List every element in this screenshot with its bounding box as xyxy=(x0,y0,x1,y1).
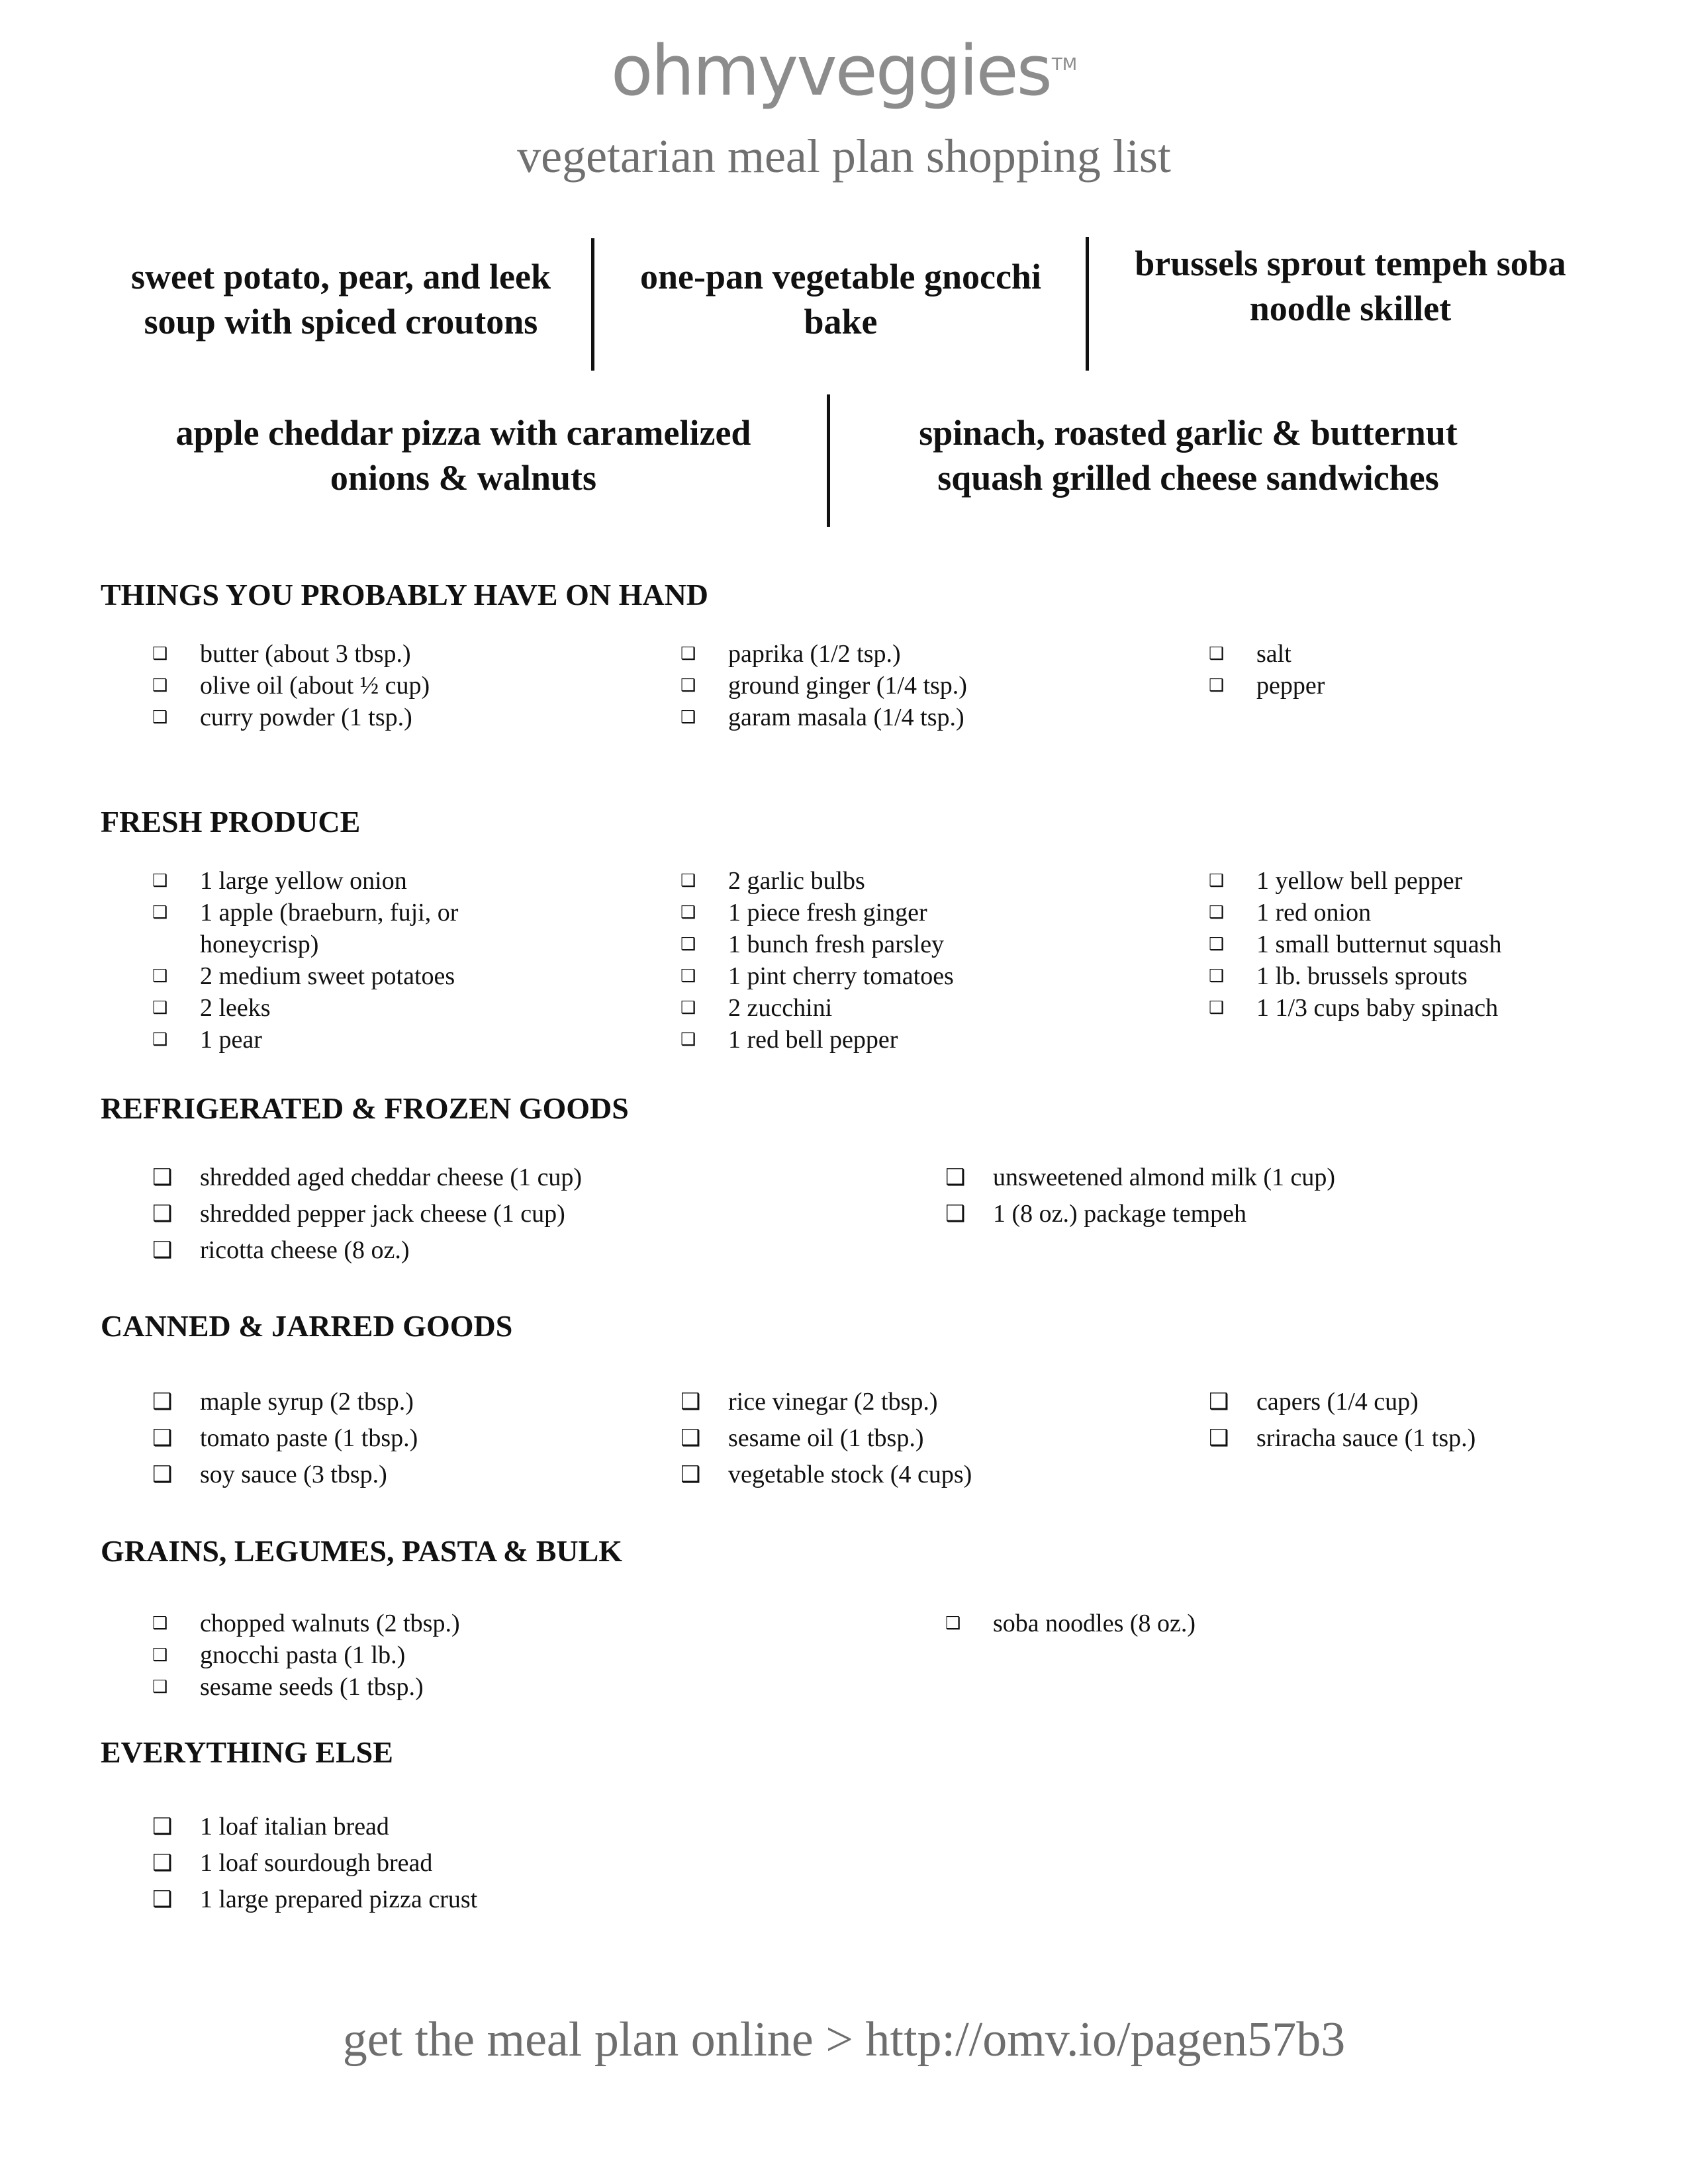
checkbox-icon[interactable]: ❑ xyxy=(680,998,696,1018)
checkbox-icon[interactable]: ❑ xyxy=(152,1425,173,1451)
checkbox-icon[interactable]: ❑ xyxy=(152,903,168,923)
list-item[interactable] xyxy=(152,1420,418,1457)
checkbox-icon[interactable]: ❑ xyxy=(680,1388,701,1415)
list-item[interactable] xyxy=(152,1024,458,1056)
recipe-line: one-pan vegetable gnocchi xyxy=(640,257,1041,296)
list-item[interactable] xyxy=(152,1457,418,1493)
list-item[interactable] xyxy=(680,1457,972,1493)
produce-column-2 xyxy=(680,865,954,1056)
list-item[interactable] xyxy=(152,1384,418,1420)
item-label: 1 red bell pepper xyxy=(728,1026,898,1054)
list-item[interactable] xyxy=(680,865,954,897)
section-title-grains: GRAINS, LEGUMES, PASTA & BULK xyxy=(101,1534,623,1568)
logo-text: ohmyveggies xyxy=(610,30,1051,111)
list-item[interactable] xyxy=(152,1671,460,1703)
item-label: maple syrup (2 tbsp.) xyxy=(200,1388,414,1416)
item-label: pepper xyxy=(1256,672,1325,700)
item-label: 1 loaf sourdough bread xyxy=(200,1849,433,1877)
item-label: 1 pint cherry tomatoes xyxy=(728,962,954,990)
item-label: 1 piece fresh ginger xyxy=(728,899,927,927)
checkbox-icon[interactable]: ❑ xyxy=(152,1645,168,1665)
list-item[interactable] xyxy=(152,702,430,733)
list-item[interactable] xyxy=(152,1882,477,1918)
list-item[interactable] xyxy=(680,929,954,960)
recipe-line: brussels sprout tempeh soba xyxy=(1135,244,1566,283)
list-item[interactable] xyxy=(152,865,458,897)
checkbox-icon[interactable]: ❑ xyxy=(1209,903,1225,923)
item-label: sriracha sauce (1 tsp.) xyxy=(1256,1424,1476,1452)
checkbox-icon[interactable]: ❑ xyxy=(152,1030,168,1050)
checkbox-icon[interactable]: ❑ xyxy=(152,1388,173,1415)
checkbox-icon[interactable]: ❑ xyxy=(1209,966,1225,986)
checkbox-icon[interactable]: ❑ xyxy=(945,1164,966,1191)
item-label: 1 large prepared pizza crust xyxy=(200,1886,478,1913)
list-item[interactable] xyxy=(152,1608,460,1639)
checkbox-icon[interactable]: ❑ xyxy=(1209,934,1225,954)
item-label: 2 zucchini xyxy=(728,994,833,1022)
item-label: tomato paste (1 tbsp.) xyxy=(200,1424,418,1452)
list-item[interactable] xyxy=(680,1384,972,1420)
on-hand-column-2 xyxy=(680,638,967,733)
checkbox-icon[interactable]: ❑ xyxy=(1209,1388,1229,1415)
item-label: shredded aged cheddar cheese (1 cup) xyxy=(200,1163,583,1191)
list-item[interactable] xyxy=(152,992,458,1024)
refrigerated-column-1 xyxy=(152,1160,582,1269)
list-item[interactable] xyxy=(680,702,967,733)
item-label: sesame oil (1 tbsp.) xyxy=(728,1424,924,1452)
checkbox-icon[interactable]: ❑ xyxy=(152,871,168,891)
canned-column-1 xyxy=(152,1384,418,1493)
footer-link[interactable]: get the meal plan online > http://omv.io/pagen57b3 xyxy=(342,2013,1346,2067)
section-title-refrigerated: REFRIGERATED & FROZEN GOODS xyxy=(101,1091,629,1125)
section-title-on-hand: THINGS YOU PROBABLY HAVE ON HAND xyxy=(101,578,709,612)
checkbox-icon[interactable]: ❑ xyxy=(945,1201,966,1227)
checkbox-icon[interactable]: ❑ xyxy=(152,1677,168,1697)
on-hand-column-1 xyxy=(152,638,430,733)
canned-column-2 xyxy=(680,1384,972,1493)
list-item[interactable] xyxy=(1209,1420,1476,1457)
list-item[interactable] xyxy=(945,1160,1335,1196)
list-item[interactable] xyxy=(152,1232,582,1269)
list-item[interactable] xyxy=(152,670,430,702)
list-item[interactable] xyxy=(680,670,967,702)
list-item[interactable] xyxy=(152,1160,582,1196)
item-label: 1 1/3 cups baby spinach xyxy=(1256,994,1499,1022)
checkbox-icon[interactable]: ❑ xyxy=(680,676,696,696)
item-label: soy sauce (3 tbsp.) xyxy=(200,1461,387,1488)
recipe-line: bake xyxy=(804,302,878,341)
item-label: curry powder (1 tsp.) xyxy=(200,704,412,731)
list-item[interactable] xyxy=(1209,897,1501,929)
list-item[interactable] xyxy=(680,992,954,1024)
checkbox-icon[interactable]: ❑ xyxy=(680,966,696,986)
checkbox-icon[interactable]: ❑ xyxy=(1209,871,1225,891)
checkbox-icon[interactable]: ❑ xyxy=(152,676,168,696)
item-label: 1 (8 oz.) package tempeh xyxy=(993,1200,1246,1228)
item-label: 1 red onion xyxy=(1256,899,1372,927)
checkbox-icon[interactable]: ❑ xyxy=(152,966,168,986)
list-item[interactable] xyxy=(680,638,967,670)
divider-line xyxy=(827,394,830,527)
list-item[interactable] xyxy=(680,897,954,929)
recipe-line: noodle skillet xyxy=(1249,289,1452,328)
item-label: 1 large yellow onion xyxy=(200,867,407,895)
item-label: capers (1/4 cup) xyxy=(1256,1388,1419,1416)
section-title-canned: CANNED & JARRED GOODS xyxy=(101,1309,513,1343)
checkbox-icon[interactable]: ❑ xyxy=(680,1030,696,1050)
canned-column-3 xyxy=(1209,1384,1476,1457)
on-hand-column-3 xyxy=(1209,638,1325,702)
checkbox-icon[interactable]: ❑ xyxy=(680,1461,701,1488)
item-label: garam masala (1/4 tsp.) xyxy=(728,704,964,731)
checkbox-icon[interactable]: ❑ xyxy=(1209,998,1225,1018)
logo-trademark: TM xyxy=(1051,55,1078,75)
recipe-line: onions & walnuts xyxy=(330,458,597,498)
list-item[interactable] xyxy=(152,1809,477,1845)
item-label: 1 pear xyxy=(200,1026,262,1054)
recipe-spinach-grilled-cheese xyxy=(854,410,1523,500)
list-item[interactable] xyxy=(680,1420,972,1457)
item-label: 2 garlic bulbs xyxy=(728,867,865,895)
list-item[interactable] xyxy=(1209,865,1501,897)
recipe-tempeh-soba xyxy=(1099,241,1602,331)
checkbox-icon[interactable]: ❑ xyxy=(152,1201,173,1227)
checkbox-icon[interactable]: ❑ xyxy=(945,1614,961,1633)
list-item[interactable] xyxy=(152,897,458,960)
item-label: ricotta cheese (8 oz.) xyxy=(200,1236,410,1264)
checkbox-icon[interactable]: ❑ xyxy=(680,707,696,727)
item-label: 1 small butternut squash xyxy=(1256,931,1502,958)
checkbox-icon[interactable]: ❑ xyxy=(152,1164,173,1191)
list-item[interactable] xyxy=(152,1196,582,1232)
item-label xyxy=(200,897,458,960)
checkbox-icon[interactable]: ❑ xyxy=(152,707,168,727)
list-item[interactable] xyxy=(1209,638,1325,670)
checkbox-icon[interactable]: ❑ xyxy=(1209,676,1225,696)
section-title-produce: FRESH PRODUCE xyxy=(101,805,361,839)
checkbox-icon[interactable]: ❑ xyxy=(1209,644,1225,664)
item-label: butter (about 3 tbsp.) xyxy=(200,640,411,668)
list-item[interactable] xyxy=(152,1845,477,1882)
section-title-everything-else: EVERYTHING ELSE xyxy=(101,1735,393,1769)
item-label-line: 1 apple (braeburn, fuji, or xyxy=(200,899,459,927)
list-item[interactable] xyxy=(1209,929,1501,960)
recipe-sweet-potato-soup xyxy=(106,254,576,344)
refrigerated-column-2 xyxy=(945,1160,1335,1232)
item-label: 2 leeks xyxy=(200,994,271,1022)
page-subtitle: vegetarian meal plan shopping list xyxy=(517,130,1171,183)
item-label: olive oil (about ½ cup) xyxy=(200,672,430,700)
list-item[interactable] xyxy=(680,960,954,992)
list-item[interactable] xyxy=(945,1608,1196,1639)
produce-column-3 xyxy=(1209,865,1501,1024)
checkbox-icon[interactable]: ❑ xyxy=(680,903,696,923)
recipe-line: apple cheddar pizza with caramelized xyxy=(175,413,751,453)
checkbox-icon[interactable]: ❑ xyxy=(152,1614,168,1633)
checkbox-icon[interactable]: ❑ xyxy=(152,998,168,1018)
item-label: ground ginger (1/4 tsp.) xyxy=(728,672,967,700)
recipe-line: sweet potato, pear, and leek xyxy=(131,257,551,296)
checkbox-icon[interactable]: ❑ xyxy=(680,934,696,954)
list-item[interactable] xyxy=(1209,1384,1476,1420)
checkbox-icon[interactable]: ❑ xyxy=(680,871,696,891)
checkbox-icon[interactable]: ❑ xyxy=(152,1461,173,1488)
list-item[interactable] xyxy=(680,1024,954,1056)
item-label: chopped walnuts (2 tbsp.) xyxy=(200,1610,460,1637)
list-item[interactable] xyxy=(1209,992,1501,1024)
checkbox-icon[interactable]: ❑ xyxy=(1209,1425,1229,1451)
list-item[interactable] xyxy=(152,960,458,992)
checkbox-icon[interactable]: ❑ xyxy=(152,1237,173,1263)
recipe-line: soup with spiced croutons xyxy=(144,302,538,341)
checkbox-icon[interactable]: ❑ xyxy=(680,644,696,664)
item-label: paprika (1/2 tsp.) xyxy=(728,640,901,668)
grains-column-1 xyxy=(152,1608,460,1703)
checkbox-icon[interactable]: ❑ xyxy=(152,1813,173,1840)
item-label: 1 yellow bell pepper xyxy=(1256,867,1463,895)
divider-line xyxy=(1086,237,1089,371)
item-label: 2 medium sweet potatoes xyxy=(200,962,455,990)
item-label-line: honeycrisp) xyxy=(200,931,319,958)
checkbox-icon[interactable]: ❑ xyxy=(152,1850,173,1876)
item-label: unsweetened almond milk (1 cup) xyxy=(993,1163,1336,1191)
checkbox-icon[interactable]: ❑ xyxy=(152,1886,173,1913)
list-item[interactable] xyxy=(945,1196,1335,1232)
recipe-apple-cheddar-pizza xyxy=(106,410,821,500)
divider-line xyxy=(591,238,594,371)
grains-column-2 xyxy=(945,1608,1196,1639)
checkbox-icon[interactable]: ❑ xyxy=(680,1425,701,1451)
list-item[interactable] xyxy=(152,638,430,670)
produce-column-1 xyxy=(152,865,458,1056)
item-label: soba noodles (8 oz.) xyxy=(993,1610,1196,1637)
item-label: shredded pepper jack cheese (1 cup) xyxy=(200,1200,565,1228)
item-label: 1 bunch fresh parsley xyxy=(728,931,945,958)
recipe-gnocchi-bake xyxy=(609,254,1072,344)
item-label: 1 lb. brussels sprouts xyxy=(1256,962,1468,990)
item-label: salt xyxy=(1256,640,1291,668)
list-item[interactable] xyxy=(1209,960,1501,992)
everything-else-column-1 xyxy=(152,1809,477,1918)
list-item[interactable] xyxy=(152,1639,460,1671)
list-item[interactable] xyxy=(1209,670,1325,702)
recipe-line: spinach, roasted garlic & butternut xyxy=(919,413,1458,453)
item-label: rice vinegar (2 tbsp.) xyxy=(728,1388,938,1416)
recipe-line: squash grilled cheese sandwiches xyxy=(937,458,1439,498)
item-label: sesame seeds (1 tbsp.) xyxy=(200,1673,424,1701)
logo xyxy=(0,30,1688,111)
checkbox-icon[interactable]: ❑ xyxy=(152,644,168,664)
item-label: 1 loaf italian bread xyxy=(200,1813,389,1841)
item-label: gnocchi pasta (1 lb.) xyxy=(200,1641,406,1669)
item-label: vegetable stock (4 cups) xyxy=(728,1461,972,1488)
